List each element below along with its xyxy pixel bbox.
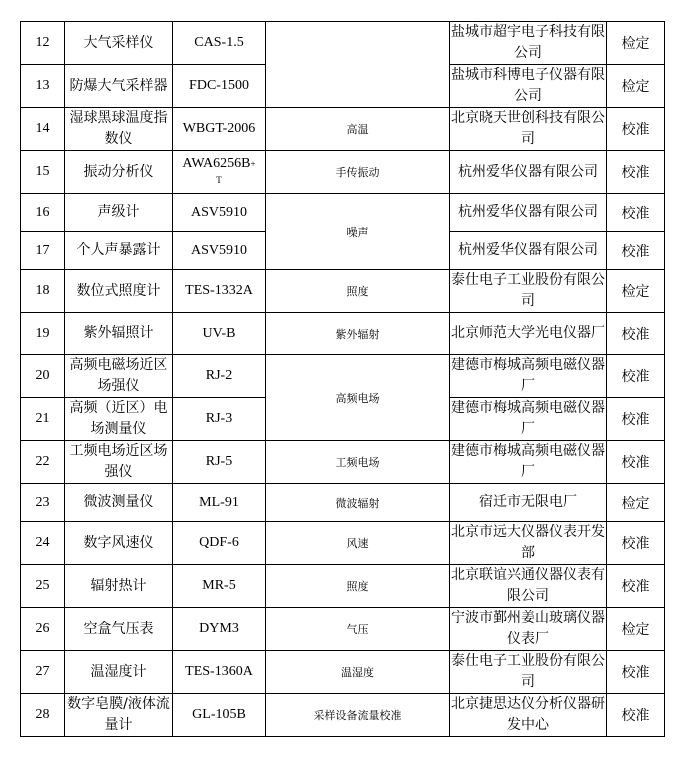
model-number: UV-B <box>173 313 266 355</box>
table-row <box>21 270 665 313</box>
instrument-name: 工频电场近区场强仪 <box>65 441 173 484</box>
table-row <box>21 608 665 651</box>
table-row <box>21 694 665 737</box>
row-number: 28 <box>21 694 65 737</box>
model-number-line2: T <box>216 175 222 185</box>
manufacturer: 北京联谊兴通仪器仪表有限公司 <box>450 565 607 608</box>
row-number: 21 <box>21 398 65 441</box>
calibration-method: 检定 <box>607 484 665 522</box>
manufacturer: 盐城市超宇电子科技有限公司 <box>450 22 607 65</box>
manufacturer: 北京捷思达仪分析仪器研发中心 <box>450 694 607 737</box>
model-number-cell <box>173 151 266 194</box>
hazard-category: 气压 <box>266 608 450 651</box>
calibration-method: 检定 <box>607 22 665 65</box>
instrument-name: 高频（近区）电场测量仪 <box>65 398 173 441</box>
manufacturer: 泰仕电子工业股份有限公司 <box>450 651 607 694</box>
row-number: 23 <box>21 484 65 522</box>
row-number: 26 <box>21 608 65 651</box>
row-number: 25 <box>21 565 65 608</box>
model-number: RJ-2 <box>173 355 266 398</box>
instrument-name: 辐射热计 <box>65 565 173 608</box>
instrument-name: 振动分析仪 <box>65 151 173 194</box>
manufacturer: 宁波市鄞州姜山玻璃仪器仪表厂 <box>450 608 607 651</box>
calibration-method: 校准 <box>607 355 665 398</box>
manufacturer: 建德市梅城高频电磁仪器厂 <box>450 441 607 484</box>
hazard-category: 温湿度 <box>266 651 450 694</box>
manufacturer: 宿迁市无限电厂 <box>450 484 607 522</box>
hazard-category: 采样设备流量校准 <box>266 694 450 737</box>
manufacturer: 盐城市科博电子仪器有限公司 <box>450 65 607 108</box>
instrument-name: 高频电磁场近区场强仪 <box>65 355 173 398</box>
instrument-name: 湿球黑球温度指数仪 <box>65 108 173 151</box>
model-number: CAS-1.5 <box>173 22 266 65</box>
model-number: DYM3 <box>173 608 266 651</box>
calibration-method: 检定 <box>607 270 665 313</box>
row-number: 15 <box>21 151 65 194</box>
hazard-category: 高频电场 <box>266 355 450 441</box>
row-number: 12 <box>21 22 65 65</box>
row-number: 17 <box>21 232 65 270</box>
model-number: MR-5 <box>173 565 266 608</box>
instrument-name: 数字风速仪 <box>65 522 173 565</box>
instrument-name: 紫外辐照计 <box>65 313 173 355</box>
instrument-name: 防爆大气采样器 <box>65 65 173 108</box>
model-number: RJ-3 <box>173 398 266 441</box>
hazard-category: 照度 <box>266 565 450 608</box>
equipment-table <box>20 21 665 737</box>
calibration-method: 校准 <box>607 522 665 565</box>
table-row <box>21 651 665 694</box>
manufacturer: 建德市梅城高频电磁仪器厂 <box>450 398 607 441</box>
category-cell-empty <box>266 22 450 108</box>
hazard-category: 高温 <box>266 108 450 151</box>
instrument-name: 微波测量仪 <box>65 484 173 522</box>
instrument-name: 数字皂膜/液体流量计 <box>65 694 173 737</box>
calibration-method: 校准 <box>607 232 665 270</box>
table-row <box>21 151 665 194</box>
calibration-method: 校准 <box>607 151 665 194</box>
model-number: TES-1332A <box>173 270 266 313</box>
hazard-category: 紫外辐射 <box>266 313 450 355</box>
model-number: RJ-5 <box>173 441 266 484</box>
instrument-name: 温湿度计 <box>65 651 173 694</box>
hazard-category: 噪声 <box>266 194 450 270</box>
hazard-category: 手传振动 <box>266 151 450 194</box>
calibration-method: 检定 <box>607 65 665 108</box>
hazard-category: 风速 <box>266 522 450 565</box>
instrument-name: 个人声暴露计 <box>65 232 173 270</box>
model-number: QDF-6 <box>173 522 266 565</box>
manufacturer: 杭州爱华仪器有限公司 <box>450 151 607 194</box>
hazard-category: 照度 <box>266 270 450 313</box>
table-row <box>21 565 665 608</box>
model-number: FDC-1500 <box>173 65 266 108</box>
manufacturer: 北京市远大仪器仪表开发部 <box>450 522 607 565</box>
model-number: ML-91 <box>173 484 266 522</box>
table-row <box>21 108 665 151</box>
manufacturer: 杭州爱华仪器有限公司 <box>450 194 607 232</box>
table-row <box>21 313 665 355</box>
manufacturer: 建德市梅城高频电磁仪器厂 <box>450 355 607 398</box>
row-number: 24 <box>21 522 65 565</box>
table-row <box>21 441 665 484</box>
hazard-category: 工频电场 <box>266 441 450 484</box>
row-number: 27 <box>21 651 65 694</box>
row-number: 20 <box>21 355 65 398</box>
calibration-method: 检定 <box>607 608 665 651</box>
table-row <box>21 22 665 65</box>
manufacturer: 杭州爱华仪器有限公司 <box>450 232 607 270</box>
row-number: 18 <box>21 270 65 313</box>
model-number: ASV5910 <box>173 232 266 270</box>
manufacturer: 泰仕电子工业股份有限公司 <box>450 270 607 313</box>
calibration-method: 校准 <box>607 565 665 608</box>
row-number: 19 <box>21 313 65 355</box>
table-row <box>21 194 665 232</box>
table-row <box>21 522 665 565</box>
manufacturer: 北京晓天世创科技有限公司 <box>450 108 607 151</box>
calibration-method: 校准 <box>607 694 665 737</box>
instrument-name: 声级计 <box>65 194 173 232</box>
calibration-method: 校准 <box>607 398 665 441</box>
hazard-category: 微波辐射 <box>266 484 450 522</box>
instrument-name: 大气采样仪 <box>65 22 173 65</box>
manufacturer: 北京师范大学光电仪器厂 <box>450 313 607 355</box>
row-number: 13 <box>21 65 65 108</box>
model-number: GL-105B <box>173 694 266 737</box>
table-row <box>21 355 665 398</box>
calibration-method: 校准 <box>607 441 665 484</box>
model-number: ASV5910 <box>173 194 266 232</box>
instrument-name: 数位式照度计 <box>65 270 173 313</box>
model-number: WBGT-2006 <box>173 108 266 151</box>
calibration-method: 校准 <box>607 313 665 355</box>
row-number: 22 <box>21 441 65 484</box>
table-row <box>21 484 665 522</box>
model-number: AWA6256B <box>182 156 251 171</box>
calibration-method: 校准 <box>607 194 665 232</box>
row-number: 14 <box>21 108 65 151</box>
instrument-name: 空盒气压表 <box>65 608 173 651</box>
row-number: 16 <box>21 194 65 232</box>
calibration-method: 校准 <box>607 108 665 151</box>
model-number: TES-1360A <box>173 651 266 694</box>
model-superscript: + <box>250 159 256 169</box>
calibration-method: 校准 <box>607 651 665 694</box>
